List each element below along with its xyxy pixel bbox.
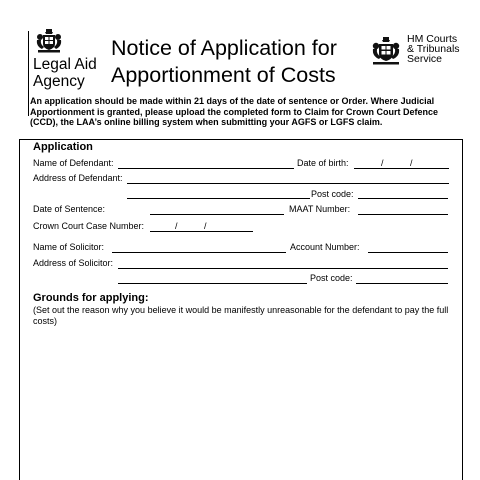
address-of-solicitor-field[interactable] [118,268,448,269]
date-separator: / [175,221,178,231]
post-code-label: Post code: [310,273,353,283]
title-line: Apportionment of Costs [111,63,336,87]
date-of-birth-label: Date of birth: [297,158,349,168]
royal-crest-icon [34,28,64,54]
date-of-sentence-field[interactable] [150,214,284,215]
address-of-defendant-label: Address of Defendant: [33,173,123,183]
address-of-solicitor-label: Address of Solicitor: [33,258,114,268]
defendant-post-code-field[interactable] [358,198,448,199]
account-number-field[interactable] [368,252,448,253]
title-line: Notice of Application for [111,36,337,60]
account-number-label: Account Number: [290,242,360,252]
grounds-help-text: (Set out the reason why you believe it would be manifestly unreasonable for the defendant to pay the full costs) [33,305,449,326]
address-of-defendant-field-line2[interactable] [127,198,310,199]
laa-line: Agency [33,73,85,90]
intro-text: An application should be made within 21 days of the date of sentence or Order. Where Judicial Apportionment is granted, please upload the completed form to Claim for Crown Court Defence (CCD), the LAA’s online billing system when submitting your AGFS or LGFS claim. [30,96,439,127]
name-of-solicitor-label: Name of Solicitor: [33,242,105,252]
hmcts-line: & Tribunals [407,43,460,55]
laa-logo-text [33,56,97,90]
address-of-defendant-field[interactable] [127,183,449,184]
hmcts-line: Service [407,53,443,65]
name-of-solicitor-field[interactable] [112,252,286,253]
hmcts-line: HM Courts [407,33,458,45]
crown-court-case-number-label: Crown Court Case Number: [33,221,145,231]
date-of-sentence-label: Date of Sentence: [33,204,106,214]
solicitor-post-code-field[interactable] [356,283,448,284]
address-of-solicitor-field-line2[interactable] [118,283,307,284]
grounds-text-area[interactable] [30,338,456,478]
application-section-title: Application [33,141,93,153]
crown-court-case-number-field[interactable] [150,231,253,232]
maat-number-label: MAAT Number: [289,204,351,214]
grounds-title: Grounds for applying: [33,292,149,304]
date-separator: / [204,221,207,231]
name-of-defendant-label: Name of Defendant: [33,158,114,168]
post-code-label: Post code: [311,189,354,199]
laa-divider [28,31,29,116]
hmcts-logo-text [407,34,460,64]
name-of-defendant-field[interactable] [118,168,294,169]
laa-line: Legal Aid [33,56,97,73]
page-title [111,35,337,89]
date-separator: / [381,158,384,168]
maat-number-field[interactable] [358,214,448,215]
hmcts-crest-icon [369,36,403,66]
date-of-birth-field[interactable] [354,168,449,169]
date-separator: / [410,158,413,168]
